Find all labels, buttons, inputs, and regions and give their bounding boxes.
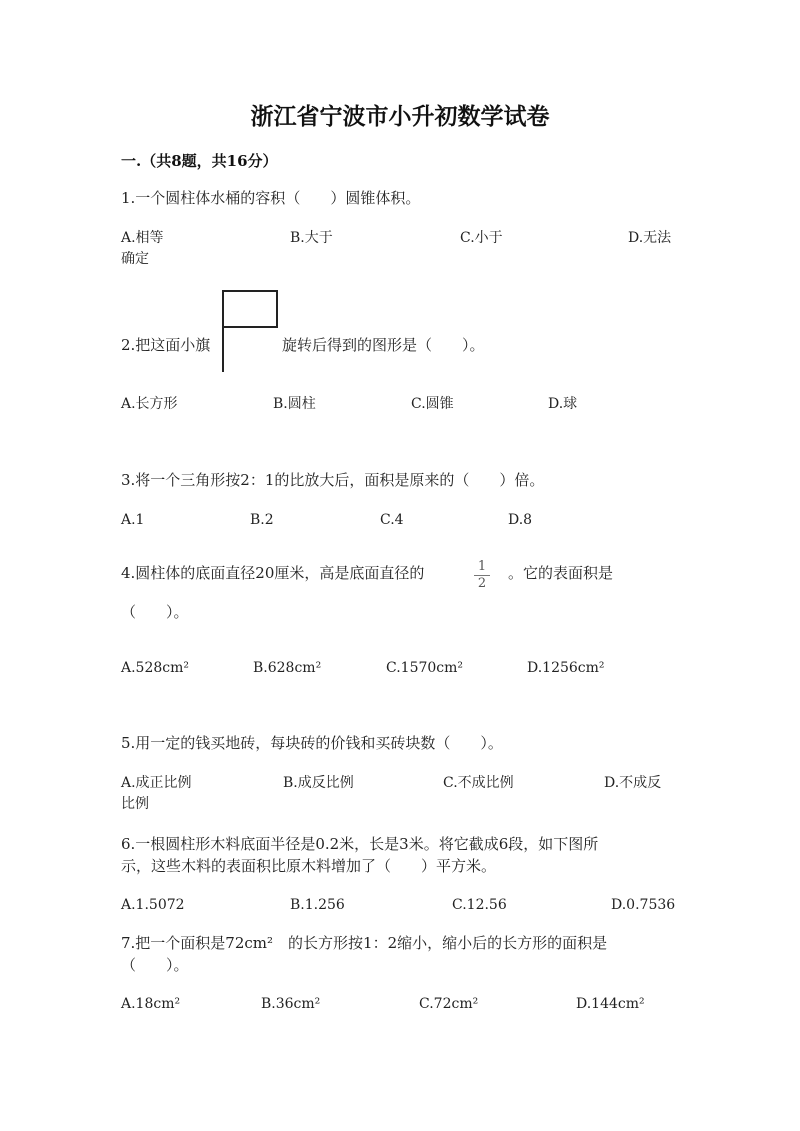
- question-5-option-d-wrap: 比例: [121, 796, 149, 812]
- question-4-option-b: B.628cm²: [253, 660, 322, 676]
- fraction-denominator: 2: [477, 576, 487, 591]
- question-2-text-start: 2.把这面小旗: [121, 336, 211, 354]
- question-5-option-d: D.不成反: [604, 775, 662, 791]
- question-2-option-d: D.球: [548, 396, 578, 412]
- flag-cloth: [223, 291, 277, 327]
- question-5-option-b: B.成反比例: [283, 775, 354, 791]
- question-5-option-c: C.不成比例: [443, 775, 514, 791]
- question-3-option-d: D.8: [508, 512, 533, 528]
- question-4-text-end: 。它的表面积是: [508, 564, 614, 582]
- question-4-text-start: 4.圆柱体的底面直径20厘米，高是底面直径的: [121, 564, 425, 582]
- question-4-option-c: C.1570cm²: [386, 660, 464, 676]
- question-2-text-end: 旋转后得到的图形是（ ）。: [282, 336, 485, 354]
- page-title: 浙江省宁波市小升初数学试卷: [250, 103, 550, 130]
- question-6-text-line1: 6.一根圆柱形木料底面半径是0.2米，长是3米。将它截成6段，如下图所: [121, 835, 599, 853]
- question-2-option-b: B.圆柱: [273, 396, 316, 412]
- question-7-option-d: D.144cm²: [576, 996, 645, 1012]
- question-6-option-a: A.1.5072: [121, 897, 185, 913]
- question-4-text-line2: （ ）。: [121, 603, 189, 621]
- question-7-text-line1: 7.把一个面积是72cm² 的长方形按1：2缩小，缩小后的长方形的面积是: [121, 934, 608, 952]
- question-3-option-c: C.4: [380, 512, 404, 528]
- question-1-option-a: A.相等: [121, 230, 164, 246]
- question-3-option-b: B.2: [250, 512, 274, 528]
- question-3-text: 3.将一个三角形按2：1的比放大后，面积是原来的（ ）倍。: [121, 471, 545, 489]
- question-2-option-a: A.长方形: [121, 396, 178, 412]
- question-3-option-a: A.1: [121, 512, 145, 528]
- question-7-option-c: C.72cm²: [419, 996, 479, 1012]
- question-6-option-d: D.0.7536: [611, 897, 676, 913]
- question-6-text-line2: 示，这些木料的表面积比原木料增加了（ ）平方米。: [121, 857, 497, 875]
- fraction-one-half: [472, 560, 492, 591]
- question-6-option-b: B.1.256: [290, 897, 345, 913]
- question-4-option-d: D.1256cm²: [527, 660, 605, 676]
- section-heading: 一.（共8题，共16分）: [121, 152, 278, 170]
- fraction-numerator: 1: [477, 559, 487, 574]
- question-7-text-line2: （ ）。: [121, 956, 189, 974]
- question-4-option-a: A.528cm²: [121, 660, 190, 676]
- question-5-option-a: A.成正比例: [121, 775, 192, 791]
- question-2-option-c: C.圆锥: [411, 396, 454, 412]
- question-1-option-b: B.大于: [290, 230, 333, 246]
- question-1-text: 1.一个圆柱体水桶的容积（ ）圆锥体积。: [121, 189, 421, 207]
- flag-figure: [218, 290, 282, 374]
- question-1-option-d-wrap: 确定: [121, 251, 149, 267]
- question-7-option-a: A.18cm²: [121, 996, 181, 1012]
- question-1-option-c: C.小于: [460, 230, 503, 246]
- question-6-option-c: C.12.56: [452, 897, 507, 913]
- question-5-text: 5.用一定的钱买地砖，每块砖的价钱和买砖块数（ ）。: [121, 734, 503, 752]
- question-7-option-b: B.36cm²: [261, 996, 321, 1012]
- question-1-option-d: D.无法: [628, 230, 672, 246]
